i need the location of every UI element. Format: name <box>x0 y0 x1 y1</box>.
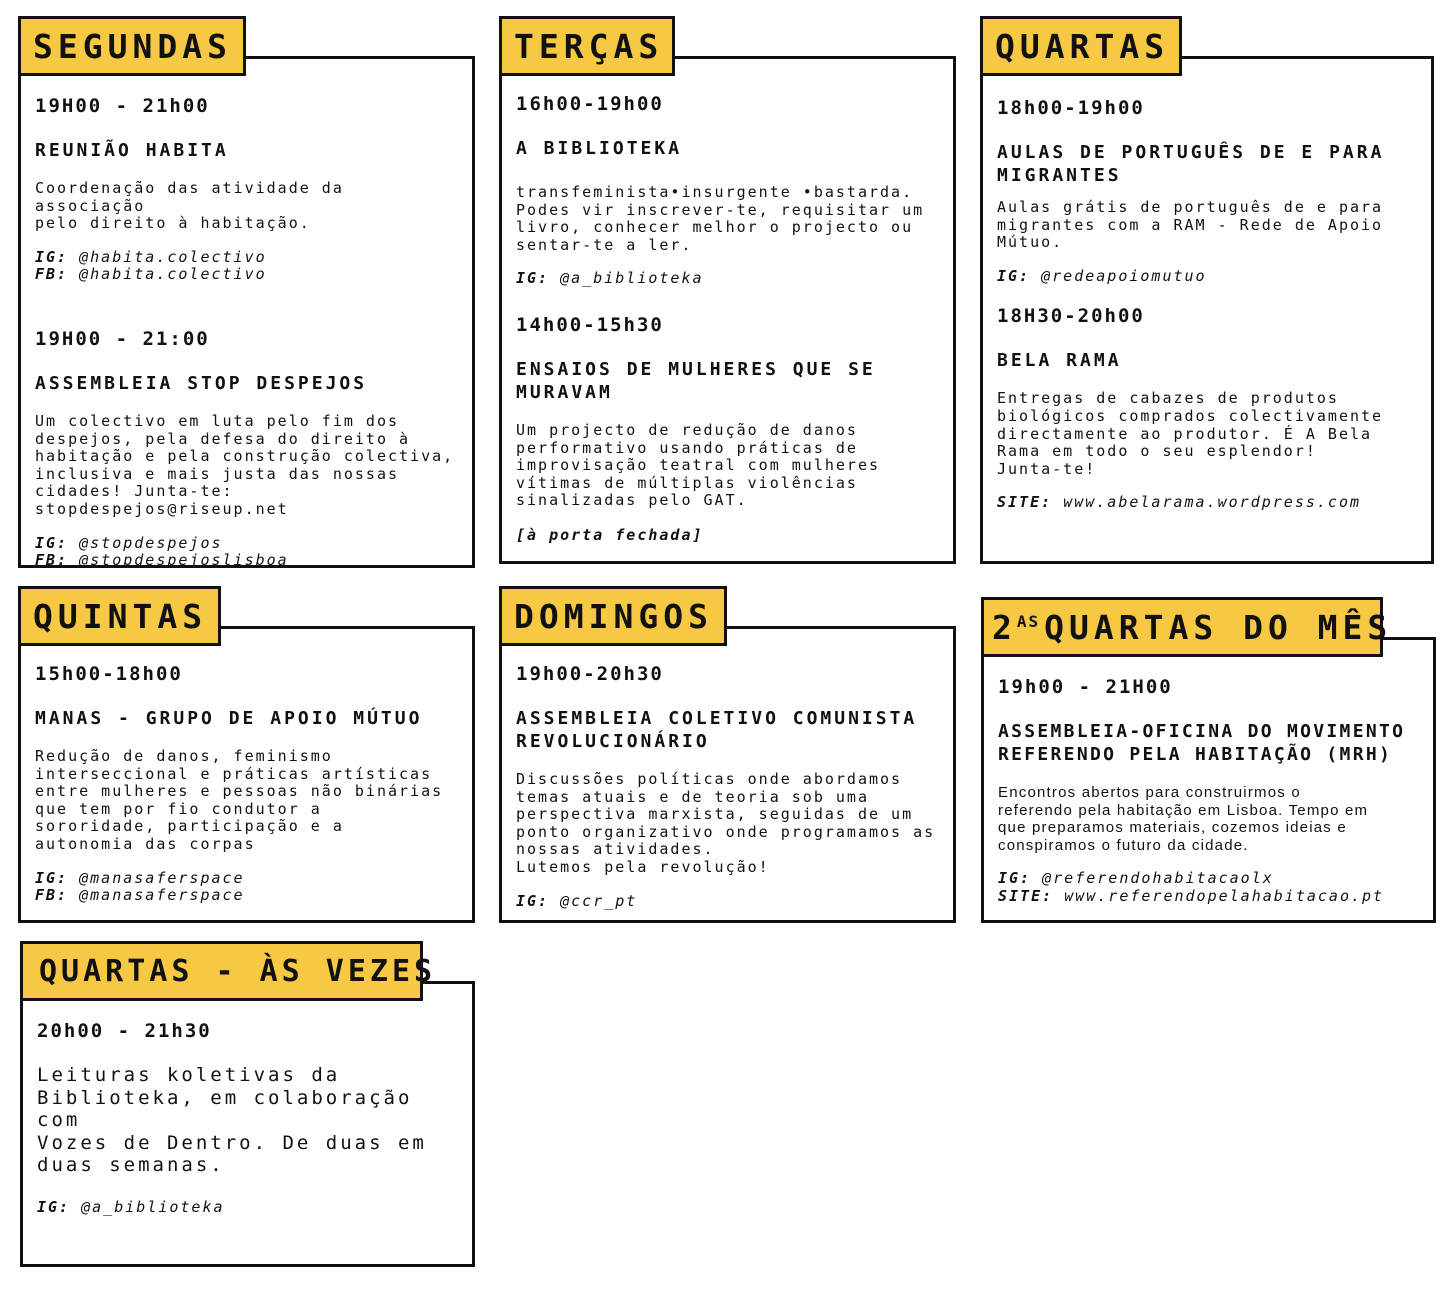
card-quartas <box>980 26 1434 564</box>
card-body <box>35 663 464 905</box>
tab-label: QUARTAS - ÀS VEZES <box>39 953 437 989</box>
instagram-handle: IG: @stopdespejos <box>35 533 223 552</box>
tab-label: SEGUNDAS <box>33 26 232 66</box>
tab-segundas-quartas-do-mes <box>981 597 1393 657</box>
event-description: Encontros abertos para construirmos o referendo pela habitação em Lisboa. Tempo em que preparamos materiais, cozemos ideias e conspiramos o futuro da cidade. <box>998 784 1369 854</box>
event-time: 16h00-19h00 <box>516 93 664 115</box>
event-title: ASSEMBLEIA COLETIVO COMUNISTA REVOLUCIONÁRIO <box>516 708 918 752</box>
card-body <box>35 95 464 570</box>
card-body <box>37 1020 464 1217</box>
card-body <box>516 93 945 544</box>
tab-label: QUARTAS DO MÊS <box>1044 607 1393 647</box>
card-body <box>998 676 1425 906</box>
card-quintas <box>18 596 475 923</box>
facebook-handle: FB: @manasaferspace <box>35 886 245 905</box>
facebook-handle: FB: @stopdespejoslisboa <box>35 551 289 570</box>
site-link[interactable]: SITE: www.referendopelahabitacao.pt <box>998 886 1385 905</box>
tab-quartas <box>980 16 1182 76</box>
event-description: Entregas de cabazes de produtos biológicos comprados colectivamente directamente ao produtor. É A Bela Rama em todo o seu esplendor! Junta-te! <box>997 389 1384 478</box>
event-description: Coordenação das atividade da associação pelo direito à habitação. <box>35 179 344 233</box>
instagram-handle: IG: @a_biblioteka <box>516 269 704 288</box>
tab-domingos <box>499 586 727 646</box>
event-description: Aulas grátis de português de e para migrantes com a RAM - Rede de Apoio Mútuo. <box>997 198 1384 252</box>
instagram-handle: IG: @habita.colectivo <box>35 247 267 266</box>
instagram-handle: IG: @a_biblioteka <box>37 1197 225 1216</box>
event-title: ENSAIOS DE MULHERES QUE SE MURAVAM <box>516 358 876 403</box>
card-body <box>516 663 945 910</box>
tab-number: 2 <box>992 607 1017 647</box>
event-time: 19h00 - 21H00 <box>998 676 1173 698</box>
card-domingos <box>499 596 956 923</box>
event-description: Redução de danos, feminismo interseccional e práticas artísticas entre mulheres e pessoas não binárias que tem por fio condutor a sororidade, participação e a autonomia das corpas <box>35 747 444 853</box>
card-tercas <box>499 26 956 564</box>
instagram-handle: IG: @referendohabitacaolx <box>998 869 1274 888</box>
event-description: Um colectivo em luta pelo fim dos despejos, pela defesa do direito à habitação e pela construção colectiva, inclusiva e mais justa das nossas cidades! Junta-te: stopdespejos@riseup.net <box>35 411 455 518</box>
event-title: ASSEMBLEIA STOP DESPEJOS <box>35 372 368 394</box>
event-title: REUNIÃO HABITA <box>35 140 229 161</box>
event-time: 15h00-18h00 <box>35 663 183 685</box>
tab-label: QUINTAS <box>33 596 208 636</box>
event-time: 20h00 - 21h30 <box>37 1020 212 1042</box>
event-description: Um projecto de redução de danos performativo usando práticas de improvisação teatral com mulheres vítimas de múltiplas violências sinalizadas pelo GAT. <box>516 420 881 510</box>
tab-tercas <box>499 16 675 76</box>
event-note: [à porta fechada] <box>516 525 704 544</box>
instagram-handle: IG: @manasaferspace <box>35 868 245 887</box>
card-body <box>997 97 1423 512</box>
instagram-handle: IG: @redeapoiomutuo <box>997 266 1207 285</box>
card-segundas-quartas-do-mes <box>981 607 1436 923</box>
tab-label: QUARTAS <box>995 26 1170 66</box>
event-time: 18H30-20h00 <box>997 305 1145 328</box>
event-title: AULAS DE PORTUGUÊS DE E PARA MIGRANTES <box>997 142 1385 186</box>
event-description: Discussões políticas onde abordamos temas atuais e de teoria sob uma perspectiva marxista, seguidas de um ponto organizativo onde programamos as nossas atividades. Lutemos pela revolução! <box>516 770 936 876</box>
event-title: MANAS - GRUPO DE APOIO MÚTUO <box>35 708 423 729</box>
tab-quintas <box>18 586 221 646</box>
tab-segundas <box>18 16 246 76</box>
instagram-handle: IG: @ccr_pt <box>516 891 638 910</box>
event-time: 14h00-15h30 <box>516 313 664 336</box>
tab-label: TERÇAS <box>514 26 664 66</box>
site-link[interactable]: SITE: www.abelarama.wordpress.com <box>997 493 1362 512</box>
tab-quartas-as-vezes <box>20 941 437 1001</box>
event-title: A BIBLIOTEKA <box>516 138 683 159</box>
event-time: 19H00 - 21:00 <box>35 327 210 350</box>
tab-superscript: AS <box>1016 611 1041 631</box>
event-title: ASSEMBLEIA-OFICINA DO MOVIMENTO REFERENDO PELA HABITAÇÃO (MRH) <box>998 721 1406 765</box>
event-time: 19H00 - 21h00 <box>35 95 210 117</box>
card-quartas-as-vezes <box>20 953 475 1267</box>
event-time: 19h00-20h30 <box>516 663 664 685</box>
event-title: BELA RAMA <box>997 350 1122 372</box>
tab-label: DOMINGOS <box>514 596 713 636</box>
event-description: Leituras koletivas da Biblioteka, em colaboração com Vozes de Dentro. De duas em duas semanas. <box>37 1064 427 1177</box>
event-time: 18h00-19h00 <box>997 97 1145 119</box>
card-segundas <box>18 26 475 570</box>
facebook-handle: FB: @habita.colectivo <box>35 265 267 284</box>
event-description: transfeminista•insurgente •bastarda. Podes vir inscrever-te, requisitar um livro, conhecer melhor o projecto ou sentar-te a ler. <box>516 183 925 254</box>
